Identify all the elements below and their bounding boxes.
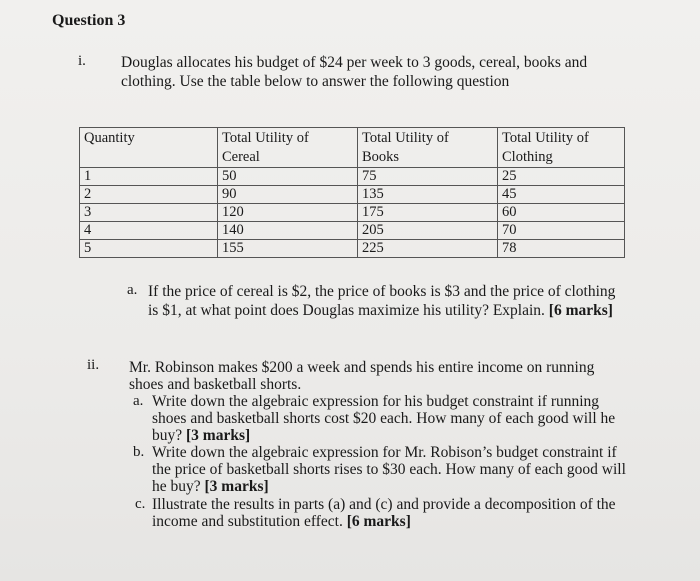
item-b-line-2: the price of basketball shorts rises to $30 each. How many of each good will xyxy=(152,461,626,478)
cell-books: 135 xyxy=(358,186,498,204)
header-cereal: Total Utility of Cereal xyxy=(218,128,358,168)
table-row xyxy=(80,168,625,186)
cell-quantity: 3 xyxy=(80,204,218,222)
question-a-line-1: If the price of cereal is $2, the price of books is $3 and the price of clothing xyxy=(148,283,616,300)
question-a-line-2: is $1, at what point does Douglas maximize his utility? Explain. [6 marks] xyxy=(148,302,613,319)
utility-table xyxy=(79,127,625,258)
item-a-line-2: shoes and basketball shorts cost $20 each. How many of each good will he xyxy=(152,410,616,427)
cell-cereal: 140 xyxy=(218,222,358,240)
question-a-marks: [6 marks] xyxy=(548,302,613,319)
item-a-marks: [3 marks] xyxy=(186,427,251,444)
item-b-line-3: he buy? [3 marks] xyxy=(152,478,269,495)
item-c-text xyxy=(152,496,616,530)
cell-quantity: 4 xyxy=(80,222,218,240)
table-row xyxy=(80,204,625,222)
item-b-marks: [3 marks] xyxy=(204,478,269,495)
cell-quantity: 5 xyxy=(80,240,218,258)
part-i-line-1: Douglas allocates his budget of $24 per week to 3 goods, cereal, books and xyxy=(121,54,588,71)
cell-books: 175 xyxy=(358,204,498,222)
table-header-row xyxy=(80,128,625,168)
part-i-line-2: clothing. Use the table below to answer the following question xyxy=(121,73,510,90)
part-ii-line-2: shoes and basketball shorts. xyxy=(129,376,302,393)
item-c-line-2: income and substitution effect. [6 marks] xyxy=(152,513,411,530)
item-a-line-1: Write down the algebraic expression for his budget constraint if running xyxy=(152,393,600,410)
cell-books: 75 xyxy=(358,168,498,186)
part-i-intro xyxy=(121,53,587,91)
cell-cereal: 155 xyxy=(218,240,358,258)
cell-clothing: 25 xyxy=(498,168,625,186)
header-clothing: Total Utility of Clothing xyxy=(498,128,625,168)
question-title: Question 3 xyxy=(52,12,126,29)
cell-clothing: 70 xyxy=(498,222,625,240)
question-a-text xyxy=(148,282,615,320)
item-c-marks: [6 marks] xyxy=(346,513,411,530)
cell-books: 225 xyxy=(358,240,498,258)
cell-cereal: 90 xyxy=(218,186,358,204)
item-a-letter: a. xyxy=(133,393,144,409)
item-c-letter: c. xyxy=(135,496,146,512)
item-b-line-1: Write down the algebraic expression for Mr. Robison’s budget constraint if xyxy=(152,444,617,461)
item-a-text xyxy=(152,393,615,444)
table-row xyxy=(80,240,625,258)
part-ii-numeral: ii. xyxy=(87,357,100,373)
item-c-line-1: Illustrate the results in parts (a) and (c) and provide a decomposition of the xyxy=(152,496,616,513)
item-b-letter: b. xyxy=(133,444,145,460)
question-a-letter: a. xyxy=(127,282,138,298)
part-ii-intro xyxy=(129,359,594,393)
header-quantity: Quantity xyxy=(80,128,218,168)
cell-cereal: 50 xyxy=(218,168,358,186)
item-a-line-3: buy? [3 marks] xyxy=(152,427,251,444)
cell-clothing: 45 xyxy=(498,186,625,204)
cell-quantity: 2 xyxy=(80,186,218,204)
part-ii-line-1: Mr. Robinson makes $200 a week and spends his entire income on running xyxy=(129,359,595,376)
cell-cereal: 120 xyxy=(218,204,358,222)
cell-clothing: 60 xyxy=(498,204,625,222)
cell-quantity: 1 xyxy=(80,168,218,186)
cell-books: 205 xyxy=(358,222,498,240)
cell-clothing: 78 xyxy=(498,240,625,258)
table-row xyxy=(80,186,625,204)
part-i-numeral: i. xyxy=(78,53,86,69)
item-b-text xyxy=(152,444,626,495)
table-row xyxy=(80,222,625,240)
header-books: Total Utility of Books xyxy=(358,128,498,168)
